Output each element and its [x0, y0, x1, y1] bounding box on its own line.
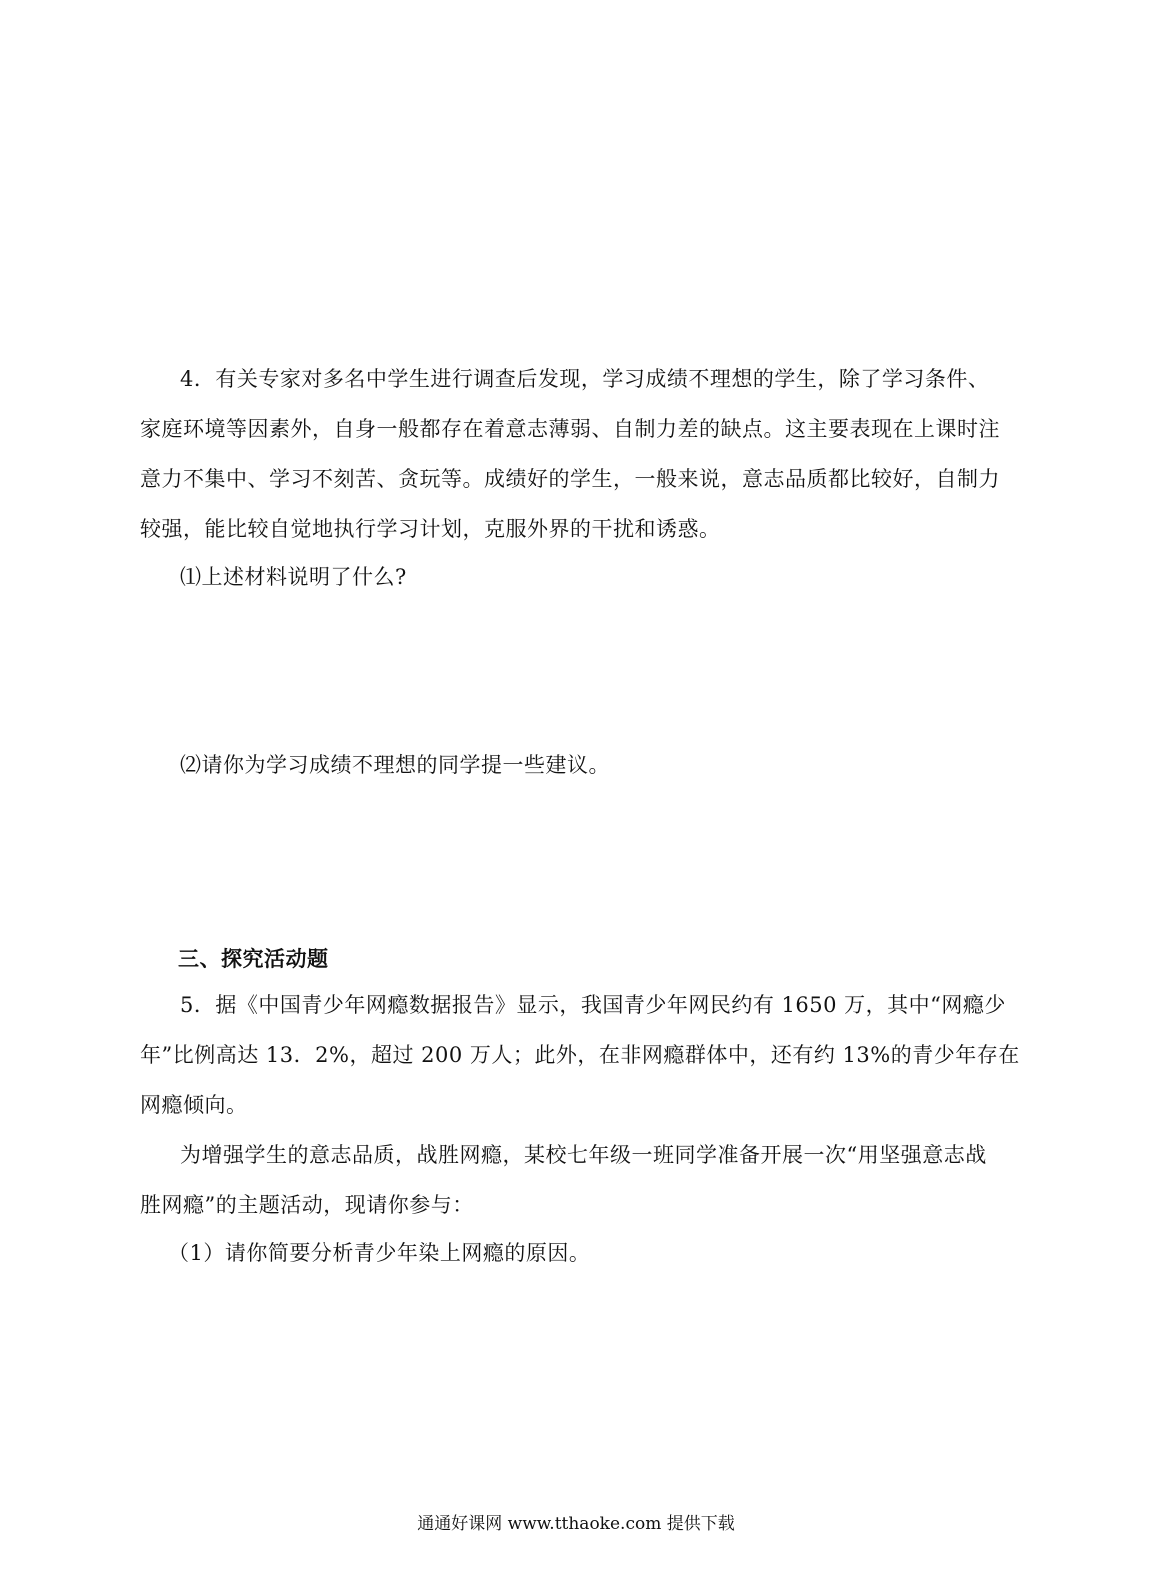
question-4-subquestion-2: ⑵请你为学习成绩不理想的同学提一些建议。 — [180, 753, 610, 777]
question-5-line-1: 5．据《中国青少年网瘾数据报告》显示，我国青少年网民约有 1650 万，其中“网瘾少 — [180, 993, 1006, 1017]
question-4-line-1: 4．有关专家对多名中学生进行调查后发现，学习成绩不理想的学生，除了学习条件、 — [180, 367, 990, 391]
question-5-line-3: 网瘾倾向。 — [140, 1093, 248, 1117]
question-5-line-4: 为增强学生的意志品质，战胜网瘾，某校七年级一班同学准备开展一次“用坚强意志战 — [180, 1143, 987, 1167]
question-4-subquestion-1: ⑴上述材料说明了什么? — [180, 565, 407, 589]
section-3-heading: 三、探究活动题 — [178, 947, 329, 971]
question-4-line-3: 意力不集中、学习不刻苦、贪玩等。成绩好的学生，一般来说，意志品质都比较好，自制力 — [140, 467, 1000, 491]
question-4-line-4: 较强，能比较自觉地执行学习计划，克服外界的干扰和诱惑。 — [140, 517, 721, 541]
question-5-line-2: 年”比例高达 13．2%，超过 200 万人；此外，在非网瘾群体中，还有约 13%的青少年存在 — [140, 1043, 1020, 1067]
question-5-line-5: 胜网瘾”的主题活动，现请你参与： — [140, 1193, 474, 1217]
page-footer: 通通好课网 www.tthaoke.com 提供下载 — [417, 1514, 735, 1534]
question-5-subquestion-1: （1）请你简要分析青少年染上网瘾的原因。 — [168, 1241, 591, 1265]
question-4-line-2: 家庭环境等因素外，自身一般都存在着意志薄弱、自制力差的缺点。这主要表现在上课时注 — [140, 417, 1000, 441]
